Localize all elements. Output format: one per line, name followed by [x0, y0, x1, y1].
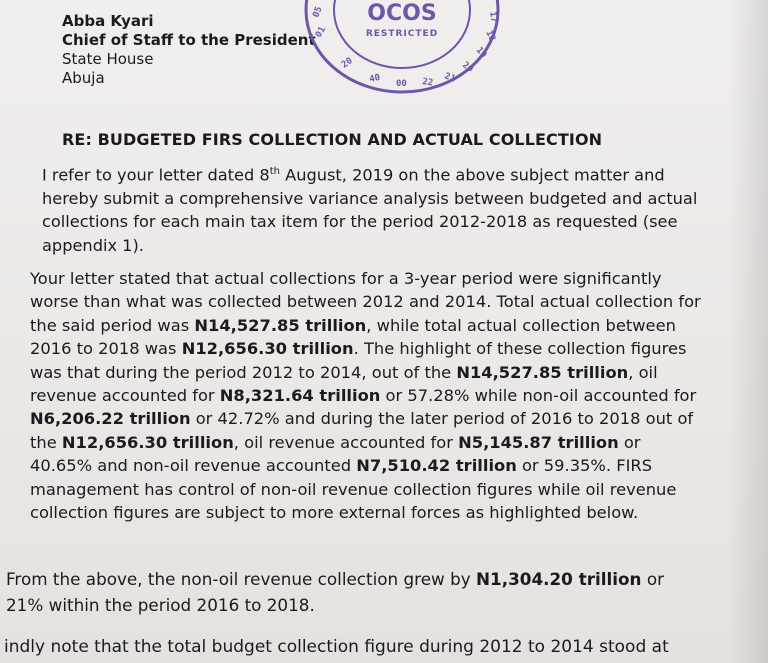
text-segment: I refer to your letter dated 8: [42, 165, 270, 185]
text-segment: was that during the period 2012 to 2014, out of the: [30, 362, 457, 382]
text-line: hereby submit a comprehensive variance analysis between budgeted and actual: [42, 188, 698, 208]
sender-office: State House: [62, 50, 154, 68]
stamp-office: OCOS: [367, 1, 437, 26]
sender-city: Abuja: [62, 69, 105, 87]
text-segment: the said period was: [30, 315, 195, 335]
amount-highlight: N7,510.42 trillion: [356, 456, 517, 476]
text-line: management has control of non-oil revenue collection figures while oil revenue: [30, 479, 677, 499]
stamp-ring-number: 05: [311, 5, 325, 20]
ordinal-suffix: th: [269, 166, 280, 177]
text-line: 21% within the period 2016 to 2018.: [6, 595, 315, 615]
paragraph-reference: [42, 160, 697, 257]
stamp-ring-number: 17: [487, 10, 499, 24]
sender-address-block: [62, 12, 316, 88]
stamp-ring-number: 22: [421, 77, 434, 89]
text-segment: . The highlight of these collection figures: [353, 339, 687, 359]
stamp-ring-number: 40: [368, 72, 382, 85]
stamp-ring-number: 20: [460, 60, 475, 75]
amount-highlight: N6,206.22 trillion: [30, 409, 191, 429]
stamp-ring-number: 01: [313, 25, 329, 40]
stamp-ring-number: 20: [339, 56, 355, 71]
letter-subject: RE: BUDGETED FIRS COLLECTION AND ACTUAL COLLECTION: [62, 130, 603, 149]
stamp-ring-number: 19: [473, 45, 489, 61]
text-segment: or 57.28% while non-oil accounted for: [380, 386, 697, 406]
received-stamp: [300, 0, 504, 98]
text-segment: , oil: [628, 362, 658, 382]
stamp-ring-number: 18: [483, 29, 497, 44]
amount-highlight: N14,527.85 trillion: [194, 315, 367, 335]
text-segment: 40.65% and non-oil revenue accounted: [30, 456, 357, 476]
amount-highlight: N12,656.30 trillion: [61, 432, 234, 452]
amount-highlight: N1,304.20 trillion: [476, 569, 642, 589]
text-segment: From the above, the non-oil revenue collection grew by: [6, 569, 476, 589]
amount-highlight: N12,656.30 trillion: [181, 339, 354, 359]
text-line: worse than what was collected between 2012 and 2014. Total actual collection for: [30, 292, 701, 312]
text-segment: or 42.72% and during the later period of 2016 to 2018 out of: [190, 409, 694, 429]
text-line: collections for each main tax item for the period 2012-2018 as requested (see: [42, 212, 678, 232]
text-segment: 2016 to 2018 was: [30, 339, 182, 359]
text-segment: , oil revenue accounted for: [233, 432, 459, 452]
text-segment: the: [30, 432, 62, 452]
paragraph-collection-analysis: [30, 267, 701, 524]
text-line: Your letter stated that actual collections for a 3-year period were significantly: [30, 269, 662, 288]
text-line: appendix 1).: [42, 235, 144, 255]
stamp-ring-number: 00: [396, 79, 407, 89]
stamp-ring-number: 21: [442, 71, 457, 85]
text-line: indly note that the total budget collection figure during 2012 to 2014 stood at: [4, 637, 669, 657]
text-line: collection figures are subject to more external forces as highlighted below.: [30, 503, 639, 523]
page-edge-shadow: [728, 0, 768, 663]
text-segment: August, 2019 on the above subject matter and: [279, 165, 665, 185]
stamp-status: RESTRICTED: [365, 29, 439, 39]
text-segment: or: [618, 432, 641, 452]
paragraph-budget-note: [4, 636, 669, 659]
amount-highlight: N14,527.85 trillion: [456, 362, 629, 382]
text-segment: or: [641, 569, 664, 589]
text-segment: revenue accounted for: [30, 386, 220, 406]
text-segment: or 59.35%. FIRS: [516, 456, 653, 476]
sender-title: Chief of Staff to the President: [62, 31, 316, 49]
paragraph-non-oil-growth: [6, 566, 664, 618]
amount-highlight: N8,321.64 trillion: [219, 386, 381, 406]
text-segment: , while total actual collection between: [366, 315, 676, 335]
sender-name: Abba Kyari: [62, 12, 154, 30]
amount-highlight: N5,145.87 trillion: [458, 432, 619, 452]
